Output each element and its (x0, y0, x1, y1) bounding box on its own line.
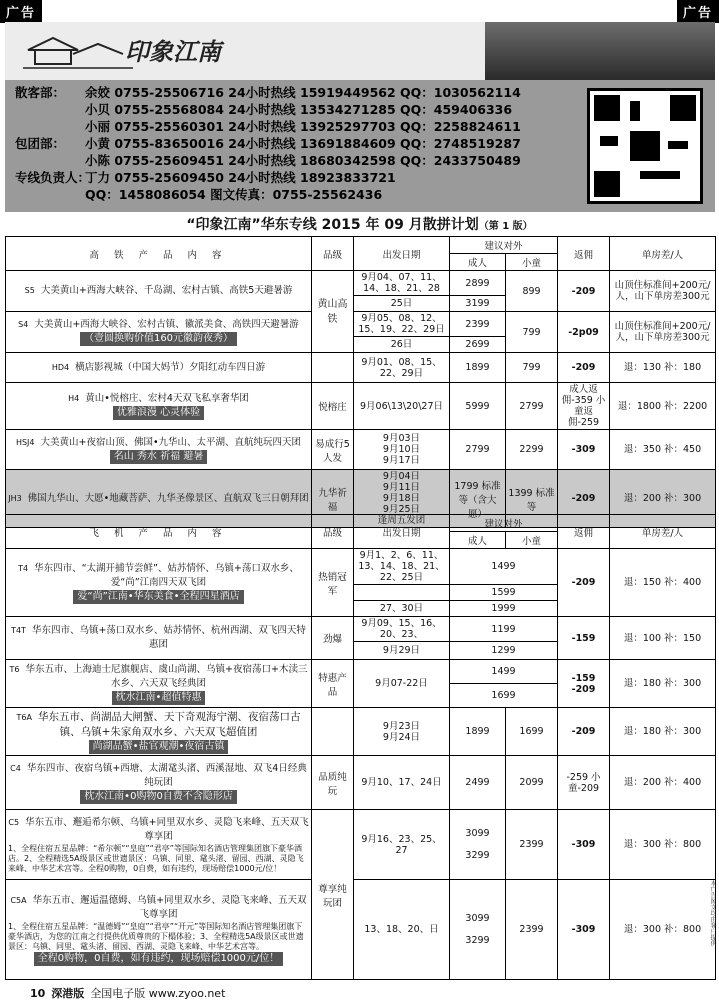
col-date: 出发日期 (354, 237, 450, 271)
header-banner (5, 22, 715, 212)
page-footer: 10 深港版 全国电子版 www.zyoo.net (30, 987, 226, 1000)
col-child: 小童 (506, 254, 558, 271)
page-title: “印象江南”华东专线 2015 年 09 月散拼计划（第 1 版） (186, 217, 533, 233)
flight-section-title: 飞 机 产 品 内 容 (6, 515, 312, 549)
rail-table: 高 铁 产 品 内 容 品级 出发日期 建议对外 返佣 单房差/人 成人 小童 S5 大美黄山+西海大峡谷、千岛湖、宏村古镇、高铁5天避暑游 黄山高铁 9月04、07、11、14、18、21、28 2899 899 -209 山顶住标准间+200元/人，山下单房差300元 25日 3199 S4 大美黄山+西海大峡谷、宏村古镇、徽派美食、高铁四天避暑游 （壹圆换购价值160元徽韵夜秀） 9月05、08、12、15、19、22、29日 2399 799 -2p09 山顶住标准间+200元/人，山下单房差300元 26日 2699 HD4 横店影视城（中国大妈节）夕阳红动车四日游 9月01、08、15、22、29日 1899 799 -209 退：130 补：180 H4 黄山•悦榕庄、宏村4天双飞私享奢华团 优雅浪漫 心灵体验 悦榕庄 9月06\13\20\27日 5999 2799 成人返佣-359 小童返佣-259 退：1800 补：2200 HSJ4 大美黄山+夜宿山顶、佛国•九华山、太平湖、直航纯玩四天团 名山 秀水 祈福 避暑 易成行5人发 9月03日 9月10日 9月17日 2799 2299 -309 退：350 补：450 JH3 佛国九华山、大愿•地藏菩萨、九华圣像景区、直航双飞三日朝拜团 九华祈福 9月04日 9月11日 9月18日 9月25日 逢周五发团 1799 标准等（含大愿） 1399 标准等 -209 退：200 补：300 (5, 236, 716, 528)
contact-row: 散客部： 余姣 0755-25506716 24小时热线 15919449562 QQ：1030562114 (15, 85, 521, 100)
table-row: C5 华东五市、邂逅希尔顿、乌镇+同里双水乡、灵隐飞来峰、五天双飞尊享团 1、全程住宿五星品牌：“希尔顿”“皇庭”“君亭”等国际知名酒店管理集团旗下豪华酒店。2、全程精选5A级景区或世遗景区：乌镇、同里、鼋头渚、留园、西湖、灵隐飞来峰、中华艺术宫等。全程0购物，0自费，如有违约，现场赔偿1000元/位！ 尊享纯玩团 9月16、23、25、27 3099 3299 2399 -309 退：300 补：800 (6, 810, 716, 880)
table-row: T4 华东四市、“太湖开捕节尝鲜”、姑苏情怀、乌镇+荡口双水乡、爱“尚”江南四天双飞团 爱“尚”江南•华东美食•全程四星酒店 热销冠军 9月1、2、6、11、13、14、18、21、22、25日 1499 -209 退：150 补：400 (6, 549, 716, 585)
landscape-photo (485, 22, 715, 80)
contact-row: 小丽 0755-25560301 24小时热线 13925297703 QQ：2258824611 (85, 119, 521, 134)
pavilion-logo-icon (23, 30, 133, 70)
col-adult: 成人 (450, 254, 506, 271)
col-single: 单房差/人 (610, 237, 716, 271)
qr-code-icon (587, 88, 703, 204)
contact-row: 包团部： 小黄 0755-83650016 24小时热线 13691884609 QQ：2748519287 (15, 136, 521, 151)
col-rebate: 返佣 (558, 237, 610, 271)
col-price: 建议对外 (450, 237, 558, 254)
table-row: HD4 横店影视城（中国大妈节）夕阳红动车四日游 9月01、08、15、22、29日 1899 799 -209 退：130 补：180 (6, 353, 716, 383)
contact-row: 小陈 0755-25609451 24小时热线 18680342598 QQ：2433750489 (85, 153, 521, 168)
contact-row: 专线负责人：丁力 0755-25609450 24小时热线 18923833721 (15, 170, 396, 185)
contact-row: QQ：1458086054 图文传真：0755-25562436 (85, 187, 383, 202)
table-row: JH3 佛国九华山、大愿•地藏菩萨、九华圣像景区、直航双飞三日朝拜团 九华祈福 9月04日 9月11日 9月18日 9月25日 逢周五发团 1799 标准等（含大愿） 1399 标准等 -209 退：200 补：300 (6, 470, 716, 528)
col-grade: 品级 (312, 237, 354, 271)
table-row: T6A 华东五市、尚湖品大闸蟹、天下奇观海宁潮、夜宿荡口古镇、乌镇+朱家角双水乡、六天双飞超值团 尚湖品蟹•盐官观潮•夜宿古镇 9月23日 9月24日 1899 1699 -209 退：180 补：300 (6, 708, 716, 756)
ad-label-left: 广告 (0, 0, 42, 23)
logo-band (5, 22, 715, 80)
logo-text: 印象江南 (125, 37, 221, 66)
table-row: S5 大美黄山+西海大峡谷、千岛湖、宏村古镇、高铁5天避暑游 黄山高铁 9月04、07、11、14、18、21、28 2899 899 -209 山顶住标准间+200元/人，山下单房差300元 (6, 271, 716, 296)
side-note: 本广告图文均由客户提供 (709, 880, 716, 946)
flight-table: 飞 机 产 品 内 容 品级 出发日期 建议对外 返佣 单房差/人 成人 小童 T4 华东四市、“太湖开捕节尝鲜”、姑苏情怀、乌镇+荡口双水乡、爱“尚”江南四天双飞团 爱“尚”江南•华东美食•全程四星酒店 热销冠军 9月1、2、6、11、13、14、18、21、22、25日 1499 -209 退：150 补：400 1599 27、30日 1999 T4T 华东四市、乌镇+荡口双水乡、姑苏情怀、杭州西湖、双飞四天特惠团 劲爆 9月09、15、16、20、23、 1199 -159 退：100 补：150 9月29日 1299 T6 华东五市、上海迪士尼旗舰店、虞山尚湖、乌镇+夜宿荡口+木渎三水乡、六天双飞经典团 枕水江南•超值特惠 特惠产品 9月07-22日 1499 -159 -209 退：180 补：300 1699 T6A 华东五市、尚湖品大闸蟹、天下奇观海宁潮、夜宿荡口古镇、乌镇+朱家角双水乡、六天双飞超值团 尚湖品蟹•盐官观潮•夜宿古镇 9月23日 9月24日 1899 1699 -209 退：180 补：300 C4 华东四市、夜宿乌镇+西塘、太湖鼋头渚、西溪湿地、双飞4日经典纯玩团 枕水江南•0购物0自费不含隐形店 品质纯玩 9月10、17、24日 2499 2099 -259 小童-209 退：200 补：400 C5 华东五市、邂逅希尔顿、乌镇+同里双水乡、灵隐飞来峰、五天双飞尊享团 1、全程住宿五星品牌：“希尔顿”“皇庭”“君亭”等国际知名酒店管理集团旗下豪华酒店。2、全程精选5A级景区或世遗景区：乌镇、同里、鼋头渚、留园、西湖、灵隐飞来峰、中华艺术宫等。全程0购物，0自费，如有违约，现场赔偿1000元/位！ 尊享纯玩团 9月16、23、25、27 3099 3299 2399 -309 退：300 补：800 C5A 华东五市、邂逅温德姆、乌镇+同里双水乡、灵隐飞来峰、五天双飞尊享团 1、全程住宿五星品牌：“温德姆”“皇庭”“君亭”“开元”等国际知名酒店管理集团旗下豪华酒店，为您的江南之行提供优质尊贵的下榻体验；3、全程精选5A级景区或世遗景区：乌镇、同里、鼋头渚、留园、西湖、灵隐飞来峰、中华艺术宫等。 全程0购物，0自费，如有违约，现场赔偿1000元/位！ 13、18、20、日 3099 3299 2399 -309 退：300 补：800 (5, 514, 716, 980)
table-row: C5A 华东五市、邂逅温德姆、乌镇+同里双水乡、灵隐飞来峰、五天双飞尊享团 1、全程住宿五星品牌：“温德姆”“皇庭”“君亭”“开元”等国际知名酒店管理集团旗下豪华酒店，为您的江南之行提供优质尊贵的下榻体验；3、全程精选5A级景区或世遗景区：乌镇、同里、鼋头渚、留园、西湖、灵隐飞来峰、中华艺术宫等。 全程0购物，0自费，如有违约，现场赔偿1000元/位！ 13、18、20、日 3099 3299 2399 -309 退：300 补：800 (6, 880, 716, 980)
ad-label-right: 广告 (677, 0, 719, 23)
table-row: H4 黄山•悦榕庄、宏村4天双飞私享奢华团 优雅浪漫 心灵体验 悦榕庄 9月06\13\20\27日 5999 2799 成人返佣-359 小童返佣-259 退：1800 补：2200 (6, 383, 716, 430)
contact-row: 小贝 0755-25568084 24小时热线 13534271285 QQ：459406336 (85, 102, 513, 117)
rail-section-title: 高 铁 产 品 内 容 (6, 237, 312, 271)
contact-list (15, 84, 575, 203)
table-row: T6 华东五市、上海迪士尼旗舰店、虞山尚湖、乌镇+夜宿荡口+木渎三水乡、六天双飞经典团 枕水江南•超值特惠 特惠产品 9月07-22日 1499 -159 -209 退：180 补：300 (6, 660, 716, 684)
table-row: HSJ4 大美黄山+夜宿山顶、佛国•九华山、太平湖、直航纯玩四天团 名山 秀水 祈福 避暑 易成行5人发 9月03日 9月10日 9月17日 2799 2299 -309 退：350 补：450 (6, 430, 716, 470)
table-row: S4 大美黄山+西海大峡谷、宏村古镇、徽派美食、高铁四天避暑游 （壹圆换购价值160元徽韵夜秀） 9月05、08、12、15、19、22、29日 2399 799 -2p09 山顶住标准间+200元/人，山下单房差300元 (6, 312, 716, 337)
table-row: C4 华东四市、夜宿乌镇+西塘、太湖鼋头渚、西溪湿地、双飞4日经典纯玩团 枕水江南•0购物0自费不含隐形店 品质纯玩 9月10、17、24日 2499 2099 -259 小童-209 退：200 补：400 (6, 756, 716, 810)
table-row: T4T 华东四市、乌镇+荡口双水乡、姑苏情怀、杭州西湖、双飞四天特惠团 劲爆 9月09、15、16、20、23、 1199 -159 退：100 补：150 (6, 617, 716, 642)
